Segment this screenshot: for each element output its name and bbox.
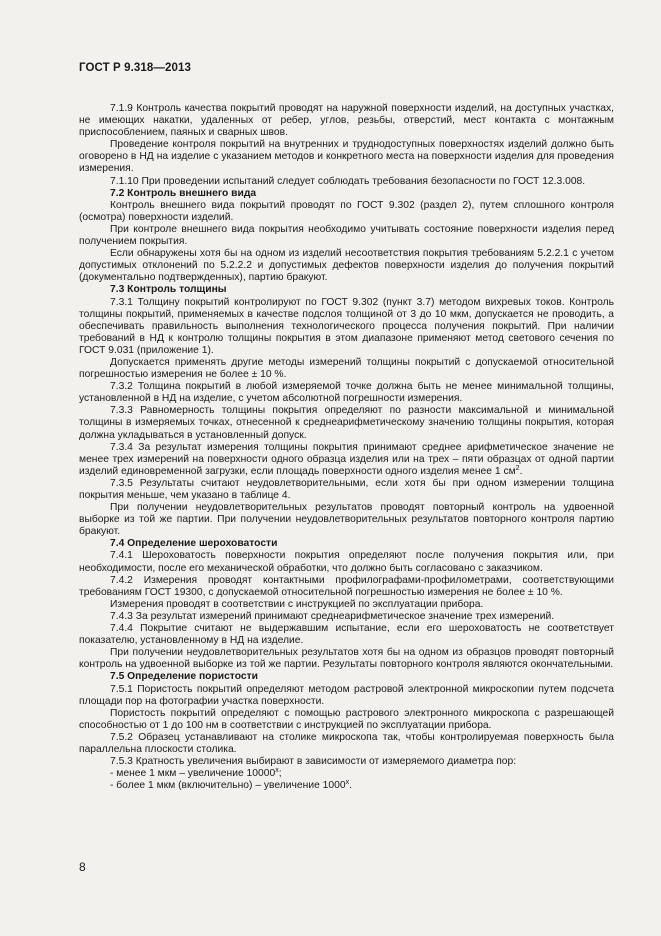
paragraph <box>79 200 614 224</box>
block-tail: . <box>519 465 523 477</box>
superscript: 2 <box>515 464 520 472</box>
block-text: Измерения проводят в соответствии с инструкцией по эксплуатации прибора. <box>110 598 484 610</box>
block-text: Допускается применять другие методы измерений толщины покрытий с допускаемой относительной погрешностью измерения не более ± 10 %. <box>79 356 614 381</box>
paragraph <box>79 357 614 381</box>
block-text: 7.1.9 Контроль качества покрытий проводят на наружной поверхности изделий, на доступных участках, не имеющих накатки, удаленных от ребер, углов, резьбы, отверстий, мест контакта с монтажным приспособлением, паяных и сварных швов. <box>79 103 614 139</box>
paragraph <box>79 623 614 647</box>
paragraph <box>79 176 614 188</box>
block-text: 7.3.5 Результаты считают неудовлетворительными, если хотя бы при одном измерении толщина покрытия меньше, чем указано в таблице 4. <box>79 477 614 501</box>
paragraph <box>79 708 614 732</box>
block-text: При контроле внешнего вида покрытия необходимо учитывать состояние поверхности изделия перед получением покрытия. <box>79 223 614 248</box>
block-text: 7.3.2 Толщина покрытий в любой измеряемой точке должна быть не менее минимальной толщины, установленной в НД на изделие, с учетом абсолютной погрешности измерения. <box>79 381 614 405</box>
list-item <box>79 780 614 792</box>
paragraph <box>79 684 614 708</box>
block-text: 7.2 Контроль внешнего вида <box>110 187 257 199</box>
block-text: 7.5.2 Образец устанавливают на столике микроскопа так, чтобы контролируемая поверхность была параллельна плоскости столика. <box>79 731 614 755</box>
block-text: 7.3.1 Толщину покрытий контролируют по ГОСТ 9.302 (пункт 3.7) методом вихревых токов. Контроль толщины покрытий, применяемых в качестве подслоя толщиной от 3 до 10 мкм, допускается не проводить, а обеспечивать правильность выполнения технологического процесса получения покрытий. При наличии требований в НД к контролю толщины покрытия в этом диапазоне применяют метод светового сечения по ГОСТ 9.031 (приложение 1). <box>79 296 614 356</box>
block-text: 7.5.1 Пористость покрытий определяют методом растровой электронной микроскопии путем подсчета площади пор на фотографии участка поверхности. <box>79 683 614 707</box>
block-text: Проведение контроля покрытий на внутренних и труднодоступных поверхностях изделий должно быть оговорено в НД на изделие с указанием методов и конкретного места на поверхности изделия для проведения измерения. <box>79 139 614 175</box>
paragraph <box>79 575 614 599</box>
block-text: 7.3 Контроль толщины <box>110 284 227 296</box>
paragraph <box>79 478 614 502</box>
paragraph <box>79 297 614 357</box>
block-text: Контроль внешнего вида покрытий проводят по ГОСТ 9.302 (раздел 2), путем сплошного контроля (осмотра) поверхности изделий. <box>79 199 614 223</box>
block-text: 7.5.3 Кратность увеличения выбирают в зависимости от измеряемого диаметра пор: <box>110 756 517 768</box>
document-header: ГОСТ Р 9.318—2013 <box>79 62 191 74</box>
block-text: 7.5 Определение пористости <box>110 671 258 683</box>
paragraph <box>79 139 614 175</box>
block-text: 7.4 Определение шероховатости <box>110 538 278 550</box>
block-text: При получении неудовлетворительных результатов проводят повторный контроль на удвоенной выборке из той же партии. При получении неудовлетворительных результатов повторного контроля партию бракуют. <box>79 502 614 538</box>
document-body <box>79 103 614 792</box>
section-heading <box>79 671 614 683</box>
paragraph <box>79 224 614 248</box>
section-heading <box>79 538 614 550</box>
block-text: 7.3.3 Равномерность толщины покрытия определяют по разности максимальной и минимальной толщины в измеряемых точках, отнесенной к среднеарифметическому значению толщины покрытия, которая должна укладываться в установленный допуск. <box>79 405 614 441</box>
paragraph <box>79 756 614 768</box>
paragraph <box>79 248 614 284</box>
block-text: Пористость покрытий определяют с помощью растрового электронного микроскопа с разрешающей способностью от 1 до 100 нм в соответствии с инструкцией по эксплуатации прибора. <box>79 707 614 731</box>
block-tail: . <box>349 780 352 792</box>
page-number: 8 <box>79 860 86 874</box>
superscript: х <box>345 779 350 787</box>
paragraph <box>79 103 614 139</box>
paragraph <box>79 442 614 478</box>
superscript: х <box>275 767 279 775</box>
block-text: Если обнаружены хотя бы на одном из изделий несоответствия покрытия требованиям 5.2.2.1 с учетом допустимых отклонений по 5.2.2.2 и допустимых дефектов поверхности изделия до получения покрытий (документально подтвержденных), партию бракуют. <box>79 248 614 284</box>
paragraph <box>79 405 614 441</box>
paragraph <box>79 647 614 671</box>
block-text: 7.4.2 Измерения проводят контактными профилографами-профилометрами, соответствующими требованиям ГОСТ 19300, с допускаемой относительной погрешностью измерения не более ± 10 %. <box>79 574 614 598</box>
paragraph <box>79 502 614 538</box>
block-text: 7.1.10 При проведении испытаний следует соблюдать требования безопасности по ГОСТ 12.3.008. <box>110 175 586 187</box>
block-text: 7.4.1 Шероховатость поверхности покрытия определяют после получения покрытия или, при необходимости, после его механической обработки, что должно быть согласовано с заказчиком. <box>79 550 614 574</box>
block-text: - более 1 мкм (включительно) – увеличение 1000 <box>110 780 346 792</box>
paragraph <box>79 732 614 756</box>
paragraph <box>79 611 614 623</box>
paragraph <box>79 599 614 611</box>
block-text: 7.4.4 Покрытие считают не выдержавшим испытание, если его шероховатость не соответствует показателю, установленному в НД на изделие. <box>79 623 614 647</box>
paragraph <box>79 550 614 574</box>
section-heading <box>79 188 614 200</box>
block-text: 7.4.3 За результат измерений принимают среднеарифметическое значение трех измерений. <box>110 610 555 622</box>
block-tail: ; <box>278 768 282 780</box>
block-text: 7.3.4 За результат измерения толщины покрытия принимают среднее арифметическое значение не менее трех измерений на поверхности одного образца изделия или на трех – пяти образцах от одной партии изделий единовременной загрузки, если площадь поверхности одного изделия менее 1 см <box>79 441 614 477</box>
section-heading <box>79 284 614 296</box>
block-text: - менее 1 мкм – увеличение 10000 <box>110 768 276 780</box>
block-text: При получении неудовлетворительных результатов хотя бы на одном из образцов проводят повторный контроль на удвоенной выборке из той же партии. Результаты повторного контроля являются окончательными. <box>79 647 614 671</box>
paragraph <box>79 381 614 405</box>
